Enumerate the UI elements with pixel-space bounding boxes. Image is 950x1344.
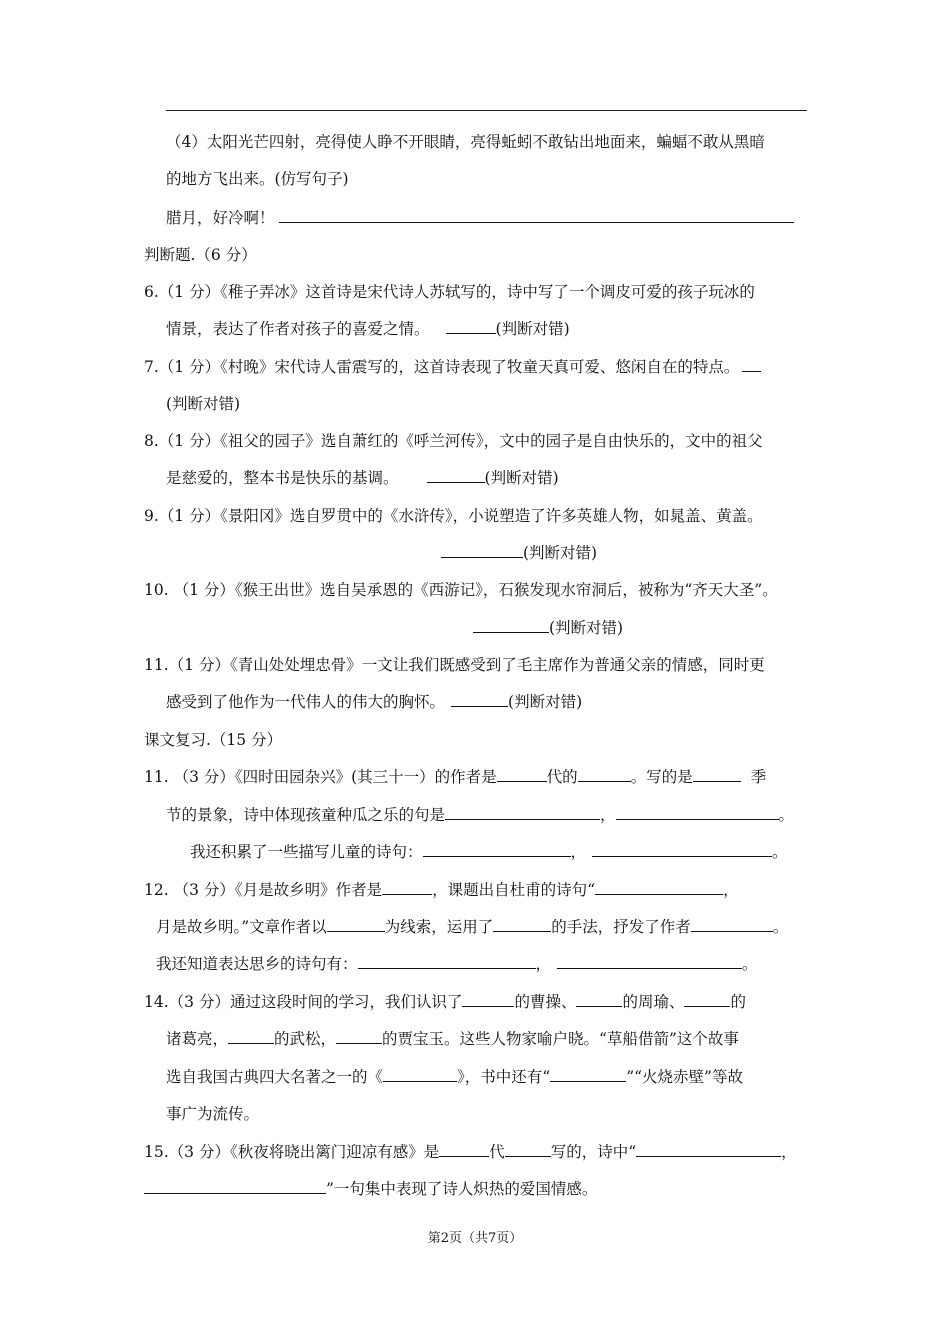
answer-blank[interactable] (493, 916, 551, 932)
answer-blank[interactable] (336, 1028, 382, 1044)
question-8-line2: 是慈爱的，整本书是快乐的基调。 (判断对错) (166, 469, 559, 487)
answer-blank[interactable] (557, 953, 742, 969)
answer-blank[interactable] (742, 356, 761, 372)
answer-blank[interactable] (576, 991, 622, 1007)
question-10-line2: (判断对错) (473, 617, 623, 639)
answer-blank[interactable] (636, 1141, 781, 1157)
answer-blank[interactable] (473, 617, 549, 633)
section-heading-judge: 判断题.（6 分） (144, 246, 257, 264)
answer-blank[interactable] (550, 1066, 626, 1082)
question-6-line1: 6.（1 分）《稚子弄冰》这首诗是宋代诗人苏轼写的，诗中写了一个调皮可爱的孩子玩冰的 (144, 283, 755, 301)
question-10-line1: 10. （1 分）《猴王出世》选自吴承恩的《西游记》，石猴发现水帘洞后，被称为“齐天大圣”。 (144, 581, 778, 599)
answer-blank[interactable] (439, 1141, 489, 1157)
answer-blank[interactable] (144, 1178, 326, 1194)
review-11-line2: 节的景象，诗中体现孩童种瓜之乐的句是 ， 。 (166, 806, 795, 824)
page-footer: 第2页（共7页） (427, 1231, 523, 1246)
answer-blank[interactable] (358, 953, 536, 969)
question-7-line1: 7.（1 分）《村晚》宋代诗人雷震写的，这首诗表现了牧童天真可爱、悠闲自在的特点。 (144, 356, 761, 378)
section-heading-review: 课文复习.（15 分） (144, 731, 283, 749)
answer-blank[interactable] (441, 542, 523, 558)
answer-blank[interactable] (446, 318, 496, 334)
answer-blank[interactable] (279, 207, 794, 223)
question-8-line1: 8.（1 分）《祖父的园子》选自萧红的《呼兰河传》，文中的园子是自由快乐的，文中的祖父 (144, 432, 763, 450)
review-12-line2: 月是故乡明。”文章作者以 为线索，运用了 的手法，抒发了作者 。 (156, 918, 789, 936)
question-9-line1: 9.（1 分）《景阳冈》选自罗贯中的《水浒传》，小说塑造了许多英雄人物，如晁盖、黄盖。 (144, 507, 763, 525)
answer-line (166, 110, 807, 111)
answer-blank[interactable] (383, 1066, 457, 1082)
question-11-line2: 感受到了他作为一代伟人的伟大的胸怀。 (判断对错) (166, 693, 583, 711)
review-15-line2: ”一句集中表现了诗人炽热的爱国情感。 (144, 1178, 597, 1200)
review-11-line1: 11. （3 分）《四时田园杂兴》(其三十一）的作者是 代的 。写的是 季 (144, 768, 767, 786)
question-6-line2: 情景，表达了作者对孩子的喜爱之情。 (判断对错) (166, 320, 570, 338)
question-4-line1: （4）太阳光芒四射，亮得使人睁不开眼睛，亮得蚯蚓不敢钻出地面来，蝙蝠不敢从黑暗 (166, 133, 765, 151)
question-4-prompt: 腊月，好冷啊！ (166, 207, 794, 229)
answer-blank[interactable] (445, 804, 600, 820)
answer-blank[interactable] (592, 841, 772, 857)
question-7-line2: (判断对错) (166, 395, 241, 413)
answer-blank[interactable] (327, 916, 385, 932)
answer-blank[interactable] (497, 766, 547, 782)
review-14-line1: 14.（3 分）通过这段时间的学习，我们认识了 的曹操、 的周瑜、 的 (144, 993, 746, 1011)
review-15-line1: 15.（3 分）《秋夜将晓出篱门迎凉有感》是 代 写的，诗中“ ， (144, 1143, 797, 1161)
answer-blank[interactable] (427, 467, 485, 483)
answer-blank[interactable] (382, 879, 432, 895)
review-14-line2: 诸葛亮， 的武松， 的贾宝玉。这些人物家喻户晓。“草船借箭”这个故事 (166, 1030, 739, 1048)
answer-blank[interactable] (462, 991, 514, 1007)
question-11-line1: 11.（1 分）《青山处处埋忠骨》一文让我们既感受到了毛主席作为普通父亲的情感，同时更 (144, 656, 765, 674)
answer-blank[interactable] (691, 916, 773, 932)
question-4-line2: 的地方飞出来。(仿写句子) (166, 170, 349, 188)
review-14-line4: 事广为流传。 (166, 1105, 260, 1123)
review-11-line3: 我还积累了一些描写儿童的诗句： ， 。 (190, 843, 788, 861)
answer-blank[interactable] (684, 991, 730, 1007)
answer-blank[interactable] (595, 879, 723, 895)
question-9-line2: (判断对错) (441, 542, 597, 564)
answer-blank[interactable] (423, 841, 571, 857)
answer-blank[interactable] (578, 766, 631, 782)
answer-blank[interactable] (616, 804, 779, 820)
review-12-line1: 12. （3 分）《月是故乡明》作者是 ，课题出自杜甫的诗句“ ， (144, 881, 739, 899)
answer-blank[interactable] (451, 691, 508, 707)
answer-blank[interactable] (693, 766, 741, 782)
answer-blank[interactable] (505, 1141, 551, 1157)
review-12-line3: 我还知道表达思乡的诗句有： ， 。 (156, 955, 758, 973)
answer-blank[interactable] (228, 1028, 274, 1044)
review-14-line3: 选自我国古典四大名著之一的《 》，书中还有“ ”“火烧赤壁”等故 (166, 1068, 743, 1086)
